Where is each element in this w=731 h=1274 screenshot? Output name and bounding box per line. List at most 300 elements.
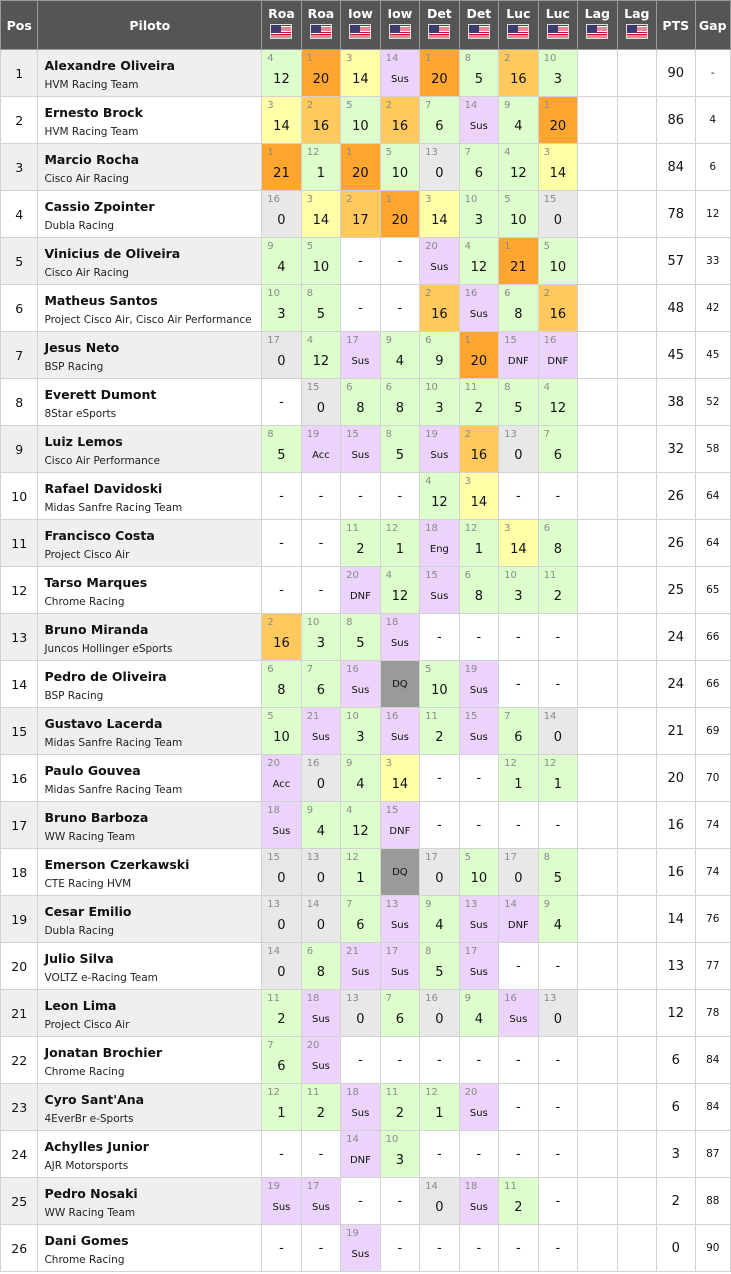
qualifying-position: 2 xyxy=(425,288,432,299)
race-points: 2 xyxy=(514,1199,523,1215)
qualifying-position: 8 xyxy=(267,429,274,440)
race-points: Sus xyxy=(430,590,449,602)
us-flag-icon xyxy=(349,24,371,39)
race-points: - xyxy=(318,1240,324,1256)
race-header[interactable] xyxy=(617,1,656,50)
total-points-cell: 45 xyxy=(657,332,695,379)
race-result-cell xyxy=(420,755,459,802)
driver-cell xyxy=(38,1225,262,1272)
qualifying-position: 15 xyxy=(543,194,557,205)
race-result-cell xyxy=(262,614,301,661)
race-result-cell xyxy=(499,990,538,1037)
qualifying-position: 2 xyxy=(504,53,511,64)
qualifying-position: 21 xyxy=(306,711,320,722)
race-points: Sus xyxy=(351,1107,370,1119)
race-result-cell xyxy=(617,802,656,849)
position-cell: 26 xyxy=(1,1225,38,1272)
race-points: DNF xyxy=(349,1154,371,1166)
race-points: Sus xyxy=(469,308,488,320)
driver-name[interactable]: Marcio Rocha xyxy=(44,151,140,167)
race-result-cell xyxy=(459,661,498,708)
position-cell: 8 xyxy=(1,379,38,426)
race-result-cell xyxy=(538,1084,577,1131)
race-result-cell xyxy=(617,285,656,332)
driver-row xyxy=(1,332,731,379)
race-points: - xyxy=(279,582,284,598)
gap-cell: 4 xyxy=(695,97,730,144)
qualifying-position: 9 xyxy=(464,993,471,1004)
qualifying-position: 11 xyxy=(504,1181,517,1192)
driver-cell xyxy=(38,426,262,473)
race-result-cell xyxy=(301,379,340,426)
race-result-cell xyxy=(499,567,538,614)
race-points: - xyxy=(476,629,482,645)
team-name: 8Star eSports xyxy=(44,407,117,420)
race-points: 0 xyxy=(277,353,286,369)
qualifying-position: 13 xyxy=(346,993,359,1004)
race-header[interactable] xyxy=(341,1,380,50)
race-points: 1 xyxy=(435,1105,444,1121)
qualifying-position: 6 xyxy=(306,946,314,957)
team-name: CTE Racing HVM xyxy=(44,877,132,890)
driver-cell xyxy=(38,379,262,426)
race-result-cell xyxy=(301,802,340,849)
race-result-cell xyxy=(420,332,459,379)
race-points: 12 xyxy=(470,259,488,275)
race-header[interactable] xyxy=(499,1,538,50)
race-result-cell xyxy=(301,1037,340,1084)
race-points: 17 xyxy=(352,212,369,228)
race-result-cell xyxy=(262,1225,301,1272)
race-result-cell xyxy=(341,285,380,332)
race-name: Det xyxy=(466,6,492,21)
race-result-cell xyxy=(459,379,498,426)
race-points: 8 xyxy=(553,541,562,557)
driver-name[interactable]: Pedro de Oliveira xyxy=(44,668,167,684)
driver-name[interactable]: Everett Dumont xyxy=(44,386,157,402)
position-cell: 9 xyxy=(1,426,38,473)
driver-name[interactable]: Bruno Barboza xyxy=(44,809,149,825)
race-result-cell xyxy=(578,567,617,614)
race-points: 0 xyxy=(316,870,326,886)
race-result-cell xyxy=(499,802,538,849)
qualifying-position: 4 xyxy=(504,147,511,158)
race-result-cell xyxy=(459,849,498,896)
qualifying-position: 15 xyxy=(267,852,280,863)
driver-cell xyxy=(38,50,262,97)
race-points: - xyxy=(516,1052,521,1068)
race-result-cell xyxy=(578,802,617,849)
race-result-cell xyxy=(301,332,340,379)
race-header[interactable] xyxy=(301,1,340,50)
qualifying-position: 9 xyxy=(504,100,511,111)
race-points: Sus xyxy=(351,684,370,696)
qualifying-position: 2 xyxy=(267,617,274,628)
race-points: - xyxy=(397,1240,403,1256)
race-points: - xyxy=(279,1146,284,1162)
race-result-cell xyxy=(499,661,538,708)
race-result-cell xyxy=(459,1037,498,1084)
driver-name[interactable]: Emerson Czerkawski xyxy=(44,856,190,872)
race-result-cell xyxy=(380,802,419,849)
race-result-cell xyxy=(578,1084,617,1131)
driver-cell xyxy=(38,473,262,520)
position-cell: 4 xyxy=(1,191,38,238)
driver-name[interactable]: Ernesto Brock xyxy=(44,104,143,120)
race-result-cell xyxy=(262,285,301,332)
qualifying-position: 7 xyxy=(306,664,314,675)
driver-cell xyxy=(38,990,262,1037)
race-result-cell xyxy=(341,708,380,755)
race-result-cell xyxy=(420,1037,459,1084)
driver-cell xyxy=(38,802,262,849)
race-points: 10 xyxy=(470,870,488,886)
driver-name[interactable]: Cesar Emilio xyxy=(44,903,132,919)
race-points: Sus xyxy=(351,1248,370,1260)
driver-row xyxy=(1,191,731,238)
race-result-cell xyxy=(420,238,459,285)
race-header[interactable] xyxy=(578,1,617,50)
race-points: - xyxy=(555,817,561,833)
race-points: 3 xyxy=(435,400,444,416)
race-points: 8 xyxy=(514,306,523,322)
gap-cell: 12 xyxy=(695,191,730,238)
race-result-cell xyxy=(420,802,459,849)
driver-name[interactable]: Tarso Marques xyxy=(44,574,148,590)
race-points: Sus xyxy=(351,966,370,978)
race-result-cell xyxy=(578,614,617,661)
race-points: - xyxy=(516,1240,521,1256)
total-points-cell: 6 xyxy=(657,1084,695,1131)
driver-name[interactable]: Julio Silva xyxy=(44,950,114,966)
race-result-cell xyxy=(262,1084,301,1131)
race-points: - xyxy=(555,1146,561,1162)
race-result-cell xyxy=(262,802,301,849)
race-points: 3 xyxy=(356,729,365,745)
race-points: 12 xyxy=(273,71,290,87)
driver-row xyxy=(1,1131,731,1178)
race-result-cell xyxy=(578,50,617,97)
gap-cell: 90 xyxy=(695,1225,730,1272)
pts-header[interactable]: PTS xyxy=(657,1,695,50)
race-points: 4 xyxy=(474,1011,483,1027)
race-header[interactable] xyxy=(420,1,459,50)
qualifying-position: 14 xyxy=(385,53,399,64)
gap-cell: 66 xyxy=(695,614,730,661)
race-result-cell xyxy=(301,144,340,191)
qualifying-position: 8 xyxy=(346,617,353,628)
race-result-cell xyxy=(262,520,301,567)
race-result-cell xyxy=(380,520,419,567)
race-result-cell xyxy=(341,943,380,990)
gap-cell: 66 xyxy=(695,661,730,708)
qualifying-position: 6 xyxy=(504,288,511,299)
race-result-cell xyxy=(499,379,538,426)
race-name: Det xyxy=(426,6,452,21)
race-points: - xyxy=(516,676,521,692)
race-result-cell xyxy=(380,144,419,191)
race-points: 14 xyxy=(510,541,527,557)
us-flag-icon xyxy=(389,24,411,39)
race-header[interactable] xyxy=(262,1,301,50)
gap-cell: 6 xyxy=(695,144,730,191)
race-points: - xyxy=(318,535,324,551)
driver-name[interactable]: Luiz Lemos xyxy=(44,433,123,449)
driver-name[interactable]: Dani Gomes xyxy=(44,1232,129,1248)
race-result-cell xyxy=(262,50,301,97)
gap-cell: 64 xyxy=(695,473,730,520)
qualifying-position: 10 xyxy=(385,1134,399,1145)
race-name: Lag xyxy=(584,6,610,21)
qualifying-position: 13 xyxy=(464,899,478,910)
race-points: Sus xyxy=(311,1201,330,1213)
team-name: Cisco Air Racing xyxy=(44,266,129,279)
position-cell: 17 xyxy=(1,802,38,849)
qualifying-position: 1 xyxy=(267,147,274,158)
qualifying-position: 11 xyxy=(306,1087,320,1098)
driver-name[interactable]: Rafael Davidoski xyxy=(44,480,163,496)
race-result-cell xyxy=(459,191,498,238)
driver-row xyxy=(1,567,731,614)
total-points-cell: 2 xyxy=(657,1178,695,1225)
race-result-cell xyxy=(301,661,340,708)
race-points: 3 xyxy=(553,71,562,87)
qualifying-position: 7 xyxy=(504,711,511,722)
race-result-cell xyxy=(380,379,419,426)
race-result-cell xyxy=(341,379,380,426)
race-result-cell xyxy=(617,567,656,614)
driver-name[interactable]: Vinicius de Oliveira xyxy=(44,245,181,261)
driver-name[interactable]: Bruno Miranda xyxy=(44,621,149,637)
race-result-cell xyxy=(262,473,301,520)
race-result-cell xyxy=(420,990,459,1037)
race-points: - xyxy=(516,1146,521,1162)
race-result-cell xyxy=(341,896,380,943)
qualifying-position: 3 xyxy=(385,758,393,769)
qualifying-position: 6 xyxy=(346,382,353,393)
driver-row xyxy=(1,755,731,802)
race-result-cell xyxy=(578,426,617,473)
race-result-cell xyxy=(578,191,617,238)
us-flag-icon xyxy=(310,24,332,39)
race-result-cell xyxy=(538,50,577,97)
qualifying-position: 15 xyxy=(306,382,320,393)
race-result-cell xyxy=(617,1131,656,1178)
race-name: Lag xyxy=(624,6,650,21)
race-points: - xyxy=(555,1099,561,1115)
race-result-cell xyxy=(301,567,340,614)
qualifying-position: 2 xyxy=(385,100,393,111)
race-result-cell xyxy=(499,708,538,755)
driver-name[interactable]: Pedro Nosaki xyxy=(44,1185,138,1201)
driver-name[interactable]: Cassio Zpointer xyxy=(44,198,155,214)
qualifying-position: 9 xyxy=(306,805,314,816)
race-header[interactable] xyxy=(459,1,498,50)
driver-row xyxy=(1,238,731,285)
driver-header[interactable]: Piloto xyxy=(38,1,262,50)
race-points: 8 xyxy=(277,682,286,698)
race-points: - xyxy=(397,300,403,316)
race-points: Sus xyxy=(469,120,488,132)
race-result-cell xyxy=(578,238,617,285)
driver-name[interactable]: Gustavo Lacerda xyxy=(44,715,163,731)
race-result-cell xyxy=(341,97,380,144)
race-result-cell xyxy=(538,520,577,567)
driver-name[interactable]: Cyro Sant'Ana xyxy=(44,1091,145,1107)
qualifying-position: 12 xyxy=(504,758,517,769)
driver-name[interactable]: Jonatan Brochier xyxy=(44,1044,163,1060)
race-points: Sus xyxy=(509,1013,528,1025)
driver-row xyxy=(1,849,731,896)
qualifying-position: 5 xyxy=(385,147,393,158)
qualifying-position: 18 xyxy=(306,993,320,1004)
race-points: Sus xyxy=(430,261,449,273)
race-points: 14 xyxy=(431,212,448,228)
race-points: DNF xyxy=(349,590,371,602)
position-cell: 20 xyxy=(1,943,38,990)
qualifying-position: 16 xyxy=(425,993,438,1004)
driver-name[interactable]: Francisco Costa xyxy=(44,527,155,543)
driver-name[interactable]: Matheus Santos xyxy=(44,292,158,308)
total-points-cell: 57 xyxy=(657,238,695,285)
race-points: 10 xyxy=(510,212,527,228)
race-result-cell xyxy=(341,520,380,567)
race-points: 14 xyxy=(273,118,290,134)
race-result-cell xyxy=(459,990,498,1037)
qualifying-position: 15 xyxy=(385,805,399,816)
race-result-cell xyxy=(301,990,340,1037)
qualifying-position: 5 xyxy=(425,664,432,675)
qualifying-position: 4 xyxy=(543,382,550,393)
race-result-cell xyxy=(420,1178,459,1225)
driver-name[interactable]: Leon Lima xyxy=(44,997,117,1013)
team-name: BSP Racing xyxy=(44,689,104,702)
race-points: 2 xyxy=(316,1105,326,1121)
race-points: 12 xyxy=(391,588,409,604)
gap-cell: 74 xyxy=(695,802,730,849)
qualifying-position: 6 xyxy=(543,523,550,534)
driver-name[interactable]: Achylles Junior xyxy=(44,1138,149,1154)
race-points: - xyxy=(476,1052,482,1068)
race-result-cell xyxy=(341,1178,380,1225)
race-result-cell xyxy=(538,285,577,332)
us-flag-icon xyxy=(428,24,450,39)
qualifying-position: 9 xyxy=(267,241,274,252)
race-points: - xyxy=(437,1052,442,1068)
driver-name[interactable]: Alexandre Oliveira xyxy=(44,57,175,73)
team-name: Project Cisco Air xyxy=(44,1018,130,1031)
gap-header[interactable]: Gap xyxy=(695,1,730,50)
race-result-cell xyxy=(578,708,617,755)
race-result-cell xyxy=(380,285,419,332)
race-points: 16 xyxy=(431,306,448,322)
qualifying-position: 5 xyxy=(346,100,353,111)
race-points: 0 xyxy=(356,1011,365,1027)
race-result-cell xyxy=(341,802,380,849)
race-name: Roa xyxy=(268,6,295,21)
qualifying-position: 10 xyxy=(504,570,517,581)
race-points: - xyxy=(279,394,284,410)
team-name: Midas Sanfre Racing Team xyxy=(44,501,183,514)
qualifying-position: 14 xyxy=(267,946,280,957)
race-result-cell xyxy=(380,1084,419,1131)
race-points: 0 xyxy=(435,1199,444,1215)
gap-cell: 65 xyxy=(695,567,730,614)
qualifying-position: 7 xyxy=(543,429,550,440)
race-result-cell xyxy=(301,755,340,802)
race-result-cell xyxy=(538,1037,577,1084)
qualifying-position: 4 xyxy=(464,241,471,252)
race-points: 0 xyxy=(435,870,444,886)
gap-cell: 52 xyxy=(695,379,730,426)
race-points: 1 xyxy=(395,541,405,557)
total-points-cell: 24 xyxy=(657,661,695,708)
pos-header[interactable]: Pos xyxy=(1,1,38,50)
race-result-cell xyxy=(459,943,498,990)
race-result-cell xyxy=(301,191,340,238)
race-result-cell xyxy=(420,896,459,943)
gap-cell: 77 xyxy=(695,943,730,990)
race-result-cell xyxy=(459,614,498,661)
race-result-cell xyxy=(578,1225,617,1272)
qualifying-position: 11 xyxy=(385,1087,399,1098)
race-result-cell xyxy=(459,1225,498,1272)
qualifying-position: 13 xyxy=(504,429,517,440)
race-result-cell xyxy=(420,943,459,990)
race-result-cell xyxy=(617,1178,656,1225)
race-result-cell xyxy=(301,896,340,943)
race-result-cell xyxy=(380,661,419,708)
qualifying-position: 14 xyxy=(543,711,557,722)
race-result-cell xyxy=(301,1178,340,1225)
race-points: 8 xyxy=(356,400,365,416)
qualifying-position: 17 xyxy=(267,335,280,346)
race-points: 4 xyxy=(553,917,562,933)
driver-cell xyxy=(38,1084,262,1131)
race-points: 0 xyxy=(553,212,562,228)
driver-row xyxy=(1,802,731,849)
race-result-cell xyxy=(301,614,340,661)
race-result-cell xyxy=(459,708,498,755)
qualifying-position: 8 xyxy=(385,429,393,440)
race-result-cell xyxy=(617,755,656,802)
race-header[interactable] xyxy=(380,1,419,50)
race-points: 10 xyxy=(352,118,369,134)
race-points: - xyxy=(358,253,363,269)
position-cell: 5 xyxy=(1,238,38,285)
driver-name[interactable]: Paulo Gouvea xyxy=(44,762,141,778)
race-result-cell xyxy=(499,849,538,896)
driver-row xyxy=(1,896,731,943)
race-points: - xyxy=(555,629,561,645)
driver-cell xyxy=(38,943,262,990)
qualifying-position: 20 xyxy=(346,570,359,581)
race-result-cell xyxy=(499,191,538,238)
driver-row xyxy=(1,943,731,990)
race-result-cell xyxy=(499,943,538,990)
race-result-cell xyxy=(499,473,538,520)
race-result-cell xyxy=(499,755,538,802)
race-points: - xyxy=(397,1052,403,1068)
race-header[interactable] xyxy=(538,1,577,50)
race-points: 5 xyxy=(356,635,365,651)
race-result-cell xyxy=(380,426,419,473)
team-name: VOLTZ e-Racing Team xyxy=(44,971,158,984)
race-points: 0 xyxy=(277,964,286,980)
race-result-cell xyxy=(459,285,498,332)
race-points: 20 xyxy=(431,71,448,87)
driver-name[interactable]: Jesus Neto xyxy=(44,339,120,355)
